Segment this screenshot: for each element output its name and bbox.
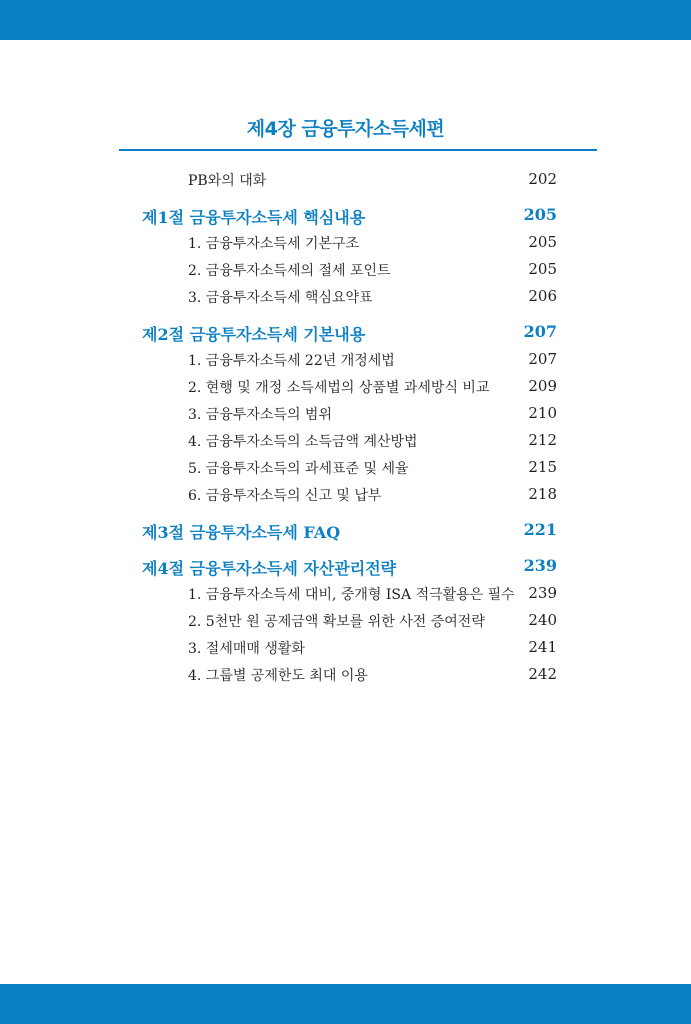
chapter-title: 제4장 금융투자소득세편 bbox=[246, 118, 445, 140]
toc-entry-label: 1. 금융투자소득세 22년 개정세법 bbox=[188, 353, 395, 369]
toc-entry-label: 3. 금융투자소득세 핵심요약표 bbox=[188, 290, 373, 306]
toc-item[interactable] bbox=[0, 229, 691, 256]
table-of-contents bbox=[0, 166, 691, 688]
toc-page-number: 212 bbox=[528, 431, 557, 449]
section-page-number: 207 bbox=[523, 322, 557, 341]
toc-item[interactable] bbox=[0, 634, 691, 661]
bottom-color-band bbox=[0, 984, 691, 1024]
toc-entry-label: 4. 그룹별 공제한도 최대 이용 bbox=[188, 668, 368, 684]
toc-item[interactable] bbox=[0, 661, 691, 688]
toc-section-4[interactable] bbox=[0, 553, 691, 580]
toc-section-3[interactable] bbox=[0, 517, 691, 544]
toc-page-number: 240 bbox=[528, 611, 557, 629]
toc-item[interactable] bbox=[0, 607, 691, 634]
toc-page-number: 241 bbox=[528, 638, 557, 656]
toc-entry-label: 5. 금융투자소득의 과세표준 및 세율 bbox=[188, 461, 409, 477]
toc-entry-label: 3. 절세매매 생활화 bbox=[188, 641, 305, 657]
toc-item[interactable] bbox=[0, 454, 691, 481]
toc-page-number: 215 bbox=[528, 458, 557, 476]
toc-entry-label: 2. 5천만 원 공제금액 확보를 위한 사전 증여전략 bbox=[188, 614, 485, 630]
top-color-band bbox=[0, 0, 691, 40]
toc-item[interactable] bbox=[0, 373, 691, 400]
toc-entry-label: 1. 금융투자소득세 대비, 중개형 ISA 적극활용은 필수 bbox=[188, 587, 515, 603]
toc-page-number: 205 bbox=[528, 233, 557, 251]
toc-entry-label: 2. 현행 및 개정 소득세법의 상품별 과세방식 비교 bbox=[188, 380, 490, 396]
toc-section-2[interactable] bbox=[0, 319, 691, 346]
section-heading: 제2절 금융투자소득세 기본내용 bbox=[142, 325, 366, 344]
toc-page-number: 205 bbox=[528, 260, 557, 278]
section-heading: 제4절 금융투자소득세 자산관리전략 bbox=[142, 559, 397, 578]
section-page-number: 205 bbox=[523, 205, 557, 224]
toc-entry-label: PB와의 대화 bbox=[188, 173, 267, 189]
title-divider bbox=[119, 149, 597, 151]
toc-page-number: 218 bbox=[528, 485, 557, 503]
section-heading: 제3절 금융투자소득세 FAQ bbox=[142, 523, 341, 542]
toc-entry-label: 6. 금융투자소득의 신고 및 납부 bbox=[188, 488, 382, 504]
toc-item[interactable] bbox=[0, 481, 691, 508]
section-page-number: 239 bbox=[523, 556, 557, 575]
toc-page-number: 207 bbox=[528, 350, 557, 368]
section-page-number: 221 bbox=[523, 520, 557, 539]
toc-entry-label: 3. 금융투자소득의 범위 bbox=[188, 407, 332, 423]
toc-page-number: 242 bbox=[528, 665, 557, 683]
toc-item[interactable] bbox=[0, 283, 691, 310]
section-heading: 제1절 금융투자소득세 핵심내용 bbox=[142, 208, 366, 227]
toc-item[interactable] bbox=[0, 580, 691, 607]
toc-item[interactable] bbox=[0, 346, 691, 373]
toc-entry-label: 2. 금융투자소득세의 절세 포인트 bbox=[188, 263, 391, 279]
toc-item[interactable] bbox=[0, 256, 691, 283]
toc-page-number: 210 bbox=[528, 404, 557, 422]
toc-entry-label: 4. 금융투자소득의 소득금액 계산방법 bbox=[188, 434, 418, 450]
toc-section-1[interactable] bbox=[0, 202, 691, 229]
toc-entry-label: 1. 금융투자소득세 기본구조 bbox=[188, 236, 360, 252]
toc-page-number: 209 bbox=[528, 377, 557, 395]
toc-item[interactable] bbox=[0, 427, 691, 454]
toc-intro-row[interactable] bbox=[0, 166, 691, 193]
toc-page-number: 239 bbox=[528, 584, 557, 602]
toc-item[interactable] bbox=[0, 400, 691, 427]
toc-page-number: 206 bbox=[528, 287, 557, 305]
toc-page-number: 202 bbox=[528, 170, 557, 188]
